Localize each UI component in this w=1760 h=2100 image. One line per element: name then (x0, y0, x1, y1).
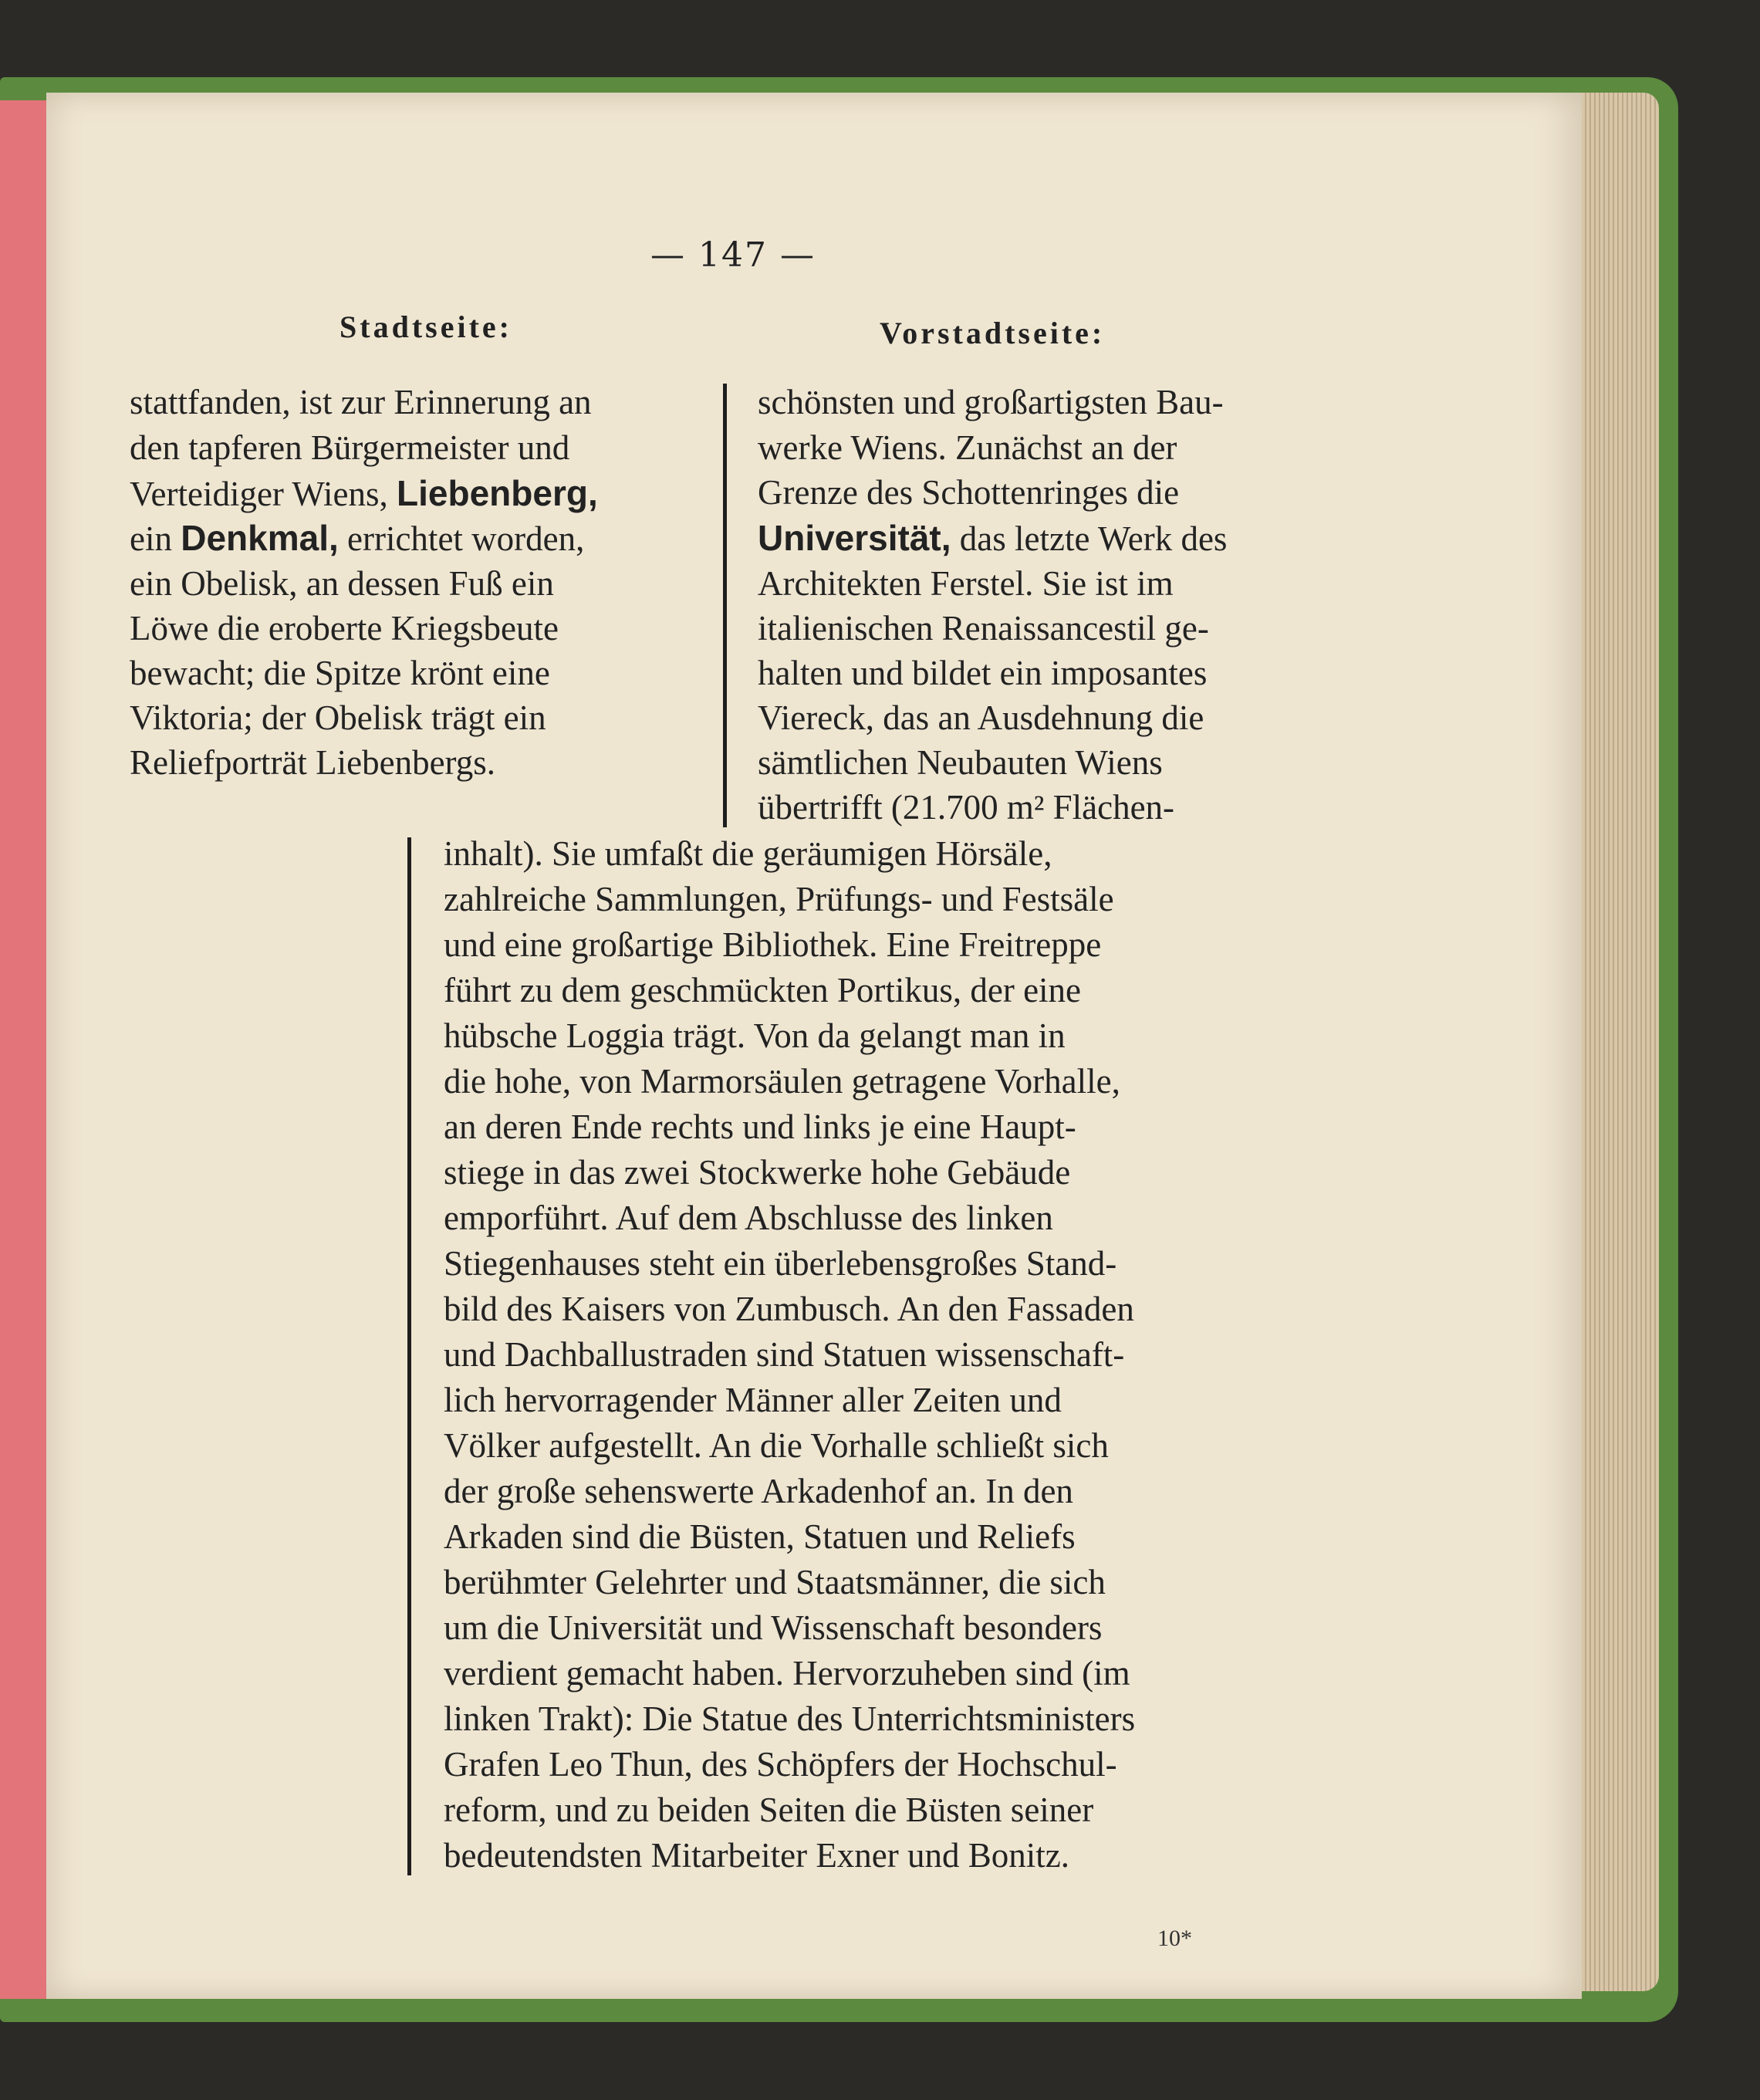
text-line: stattfanden, ist zur Erinnerung an (130, 383, 592, 421)
header-vorstadtseite: Vorstadtseite: (880, 316, 1106, 350)
text-line: linken Trakt): Die Statue des Unterrichtsministers (444, 1699, 1136, 1738)
text-run: ein (130, 519, 181, 558)
text-line: emporführt. Auf dem Abschlusse des linken (444, 1199, 1053, 1237)
text-line: halten und bildet ein imposantes (758, 654, 1208, 692)
text-line: übertrifft (21.700 m² Flächen- (758, 788, 1175, 827)
emphasis-liebenberg: Liebenberg, (397, 473, 598, 513)
emphasis-denkmal: Denkmal, (181, 518, 339, 558)
emphasis-universitaet: Universität, (758, 518, 951, 558)
text-line: Reliefporträt Liebenbergs. (130, 743, 495, 782)
text-line (130, 472, 598, 514)
text-line: stiege in das zwei Stockwerke hohe Gebäude (444, 1153, 1071, 1192)
text-line: reform, und zu beiden Seiten die Büsten seiner (444, 1791, 1094, 1829)
text-line: führt zu dem geschmückten Portikus, der eine (444, 971, 1082, 1009)
text-line: Stiegenhauses steht ein überlebensgroßes Stand- (444, 1244, 1117, 1283)
text-line: der große sehenswerte Arkadenhof an. In den (444, 1472, 1073, 1510)
text-line: berühmter Gelehrter und Staatsmänner, die sich (444, 1563, 1106, 1601)
text-line: die hohe, von Marmorsäulen getragene Vorhalle, (444, 1062, 1120, 1101)
text-line: lich hervorragender Männer aller Zeiten und (444, 1381, 1062, 1419)
text-line: Löwe die eroberte Kriegsbeute (130, 609, 559, 648)
text-line (130, 517, 584, 559)
text-line: werke Wiens. Zunächst an der (758, 428, 1177, 467)
header-stadtseite: Stadtseite: (340, 309, 512, 344)
text-line: bewacht; die Spitze krönt eine (130, 654, 550, 692)
text-run: errichtet worden, (338, 519, 585, 558)
text-run: Verteidiger Wiens, (130, 475, 397, 513)
text-line: Grenze des Schottenringes die (758, 473, 1180, 512)
text-line: und eine großartige Bibliothek. Eine Freitreppe (444, 925, 1102, 964)
text-line: Viktoria; der Obelisk trägt ein (130, 698, 546, 737)
text-line: bild des Kaisers von Zumbusch. An den Fassaden (444, 1290, 1134, 1328)
column-rule-lower (407, 837, 411, 1875)
text-line: zahlreiche Sammlungen, Prüfungs- und Festsäle (444, 880, 1114, 918)
text-line: inhalt). Sie umfaßt die geräumigen Hörsäle, (444, 834, 1052, 873)
text-line: Völker aufgestellt. An die Vorhalle schließt sich (444, 1426, 1109, 1465)
page-number: — 147 — (650, 235, 816, 275)
text-line: um die Universität und Wissenschaft besonders (444, 1608, 1103, 1647)
text-line: ein Obelisk, an dessen Fuß ein (130, 564, 554, 603)
text-line: sämtlichen Neubauten Wiens (758, 743, 1163, 782)
text-line: verdient gemacht haben. Hervorzuheben sind (im (444, 1654, 1130, 1693)
text-line: Grafen Leo Thun, des Schöpfers der Hochschul- (444, 1745, 1117, 1784)
text-line: an deren Ende rechts und links je eine Haupt- (444, 1107, 1076, 1146)
text-run: das letzte Werk des (951, 519, 1228, 558)
text-line: Viereck, das an Ausdehnung die (758, 698, 1204, 737)
text-line: Architekten Ferstel. Sie ist im (758, 564, 1174, 603)
column-rule-upper (723, 384, 727, 827)
text-line (758, 517, 1227, 559)
signature-mark: 10* (1157, 1926, 1192, 1951)
text-line: bedeutendsten Mitarbeiter Exner und Bonitz. (444, 1836, 1070, 1875)
text-line: hübsche Loggia trägt. Von da gelangt man in (444, 1016, 1066, 1055)
text-line: und Dachballustraden sind Statuen wissenschaft- (444, 1335, 1125, 1374)
text-line: Arkaden sind die Büsten, Statuen und Reliefs (444, 1517, 1076, 1556)
text-line: schönsten und großartigsten Bau- (758, 383, 1224, 421)
text-line: italienischen Renaissancestil ge- (758, 609, 1209, 648)
text-line: den tapferen Bürgermeister und (130, 428, 570, 467)
